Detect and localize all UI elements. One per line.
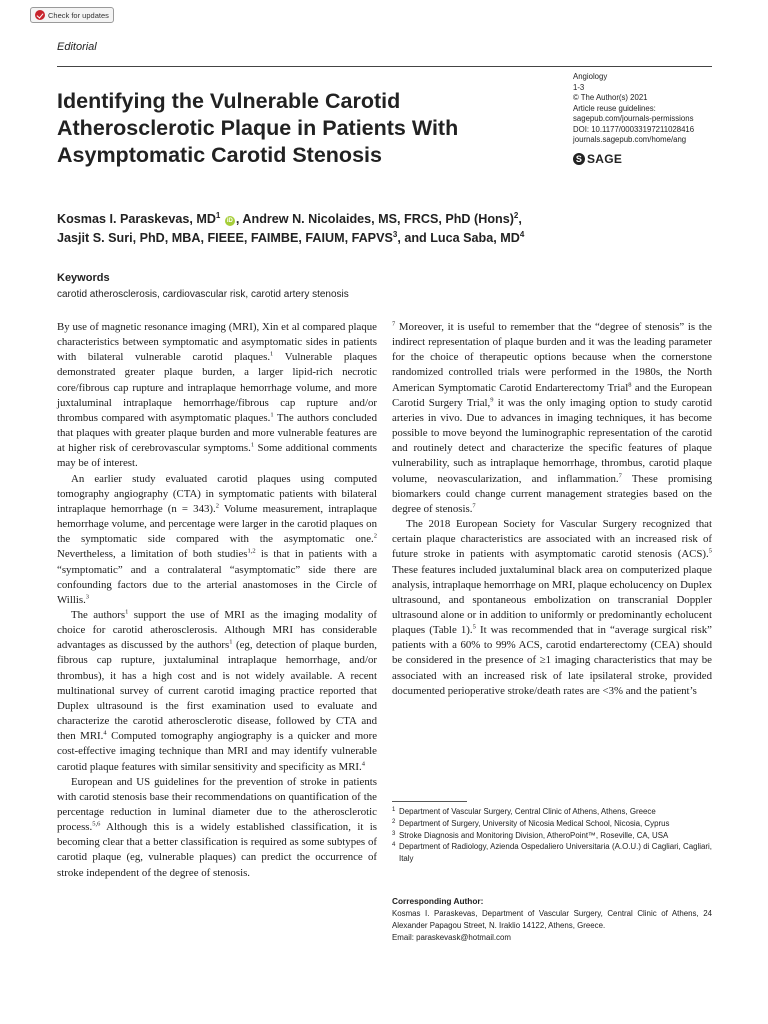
author-separator: , xyxy=(518,212,522,226)
citation[interactable]: 1 xyxy=(229,638,233,646)
article-title: Identifying the Vulnerable Carotid Atherosclerotic Plaque in Patients With Asymptomatic Carotid Stenosis xyxy=(57,89,459,167)
affiliation-item xyxy=(392,830,712,842)
citation[interactable]: 2 xyxy=(215,502,220,510)
check-for-updates-button[interactable] xyxy=(30,7,114,23)
affiliation-text: Department of Vascular Surgery, Central Clinic of Athens, Athens, Greece xyxy=(399,807,656,816)
citation[interactable]: 4 xyxy=(103,729,107,737)
sentence: Moreover, it is useful to remember that the “degree of stenosis” is the indirect representation of plaque burden and it was the leading parameter for the choice of therapeutic options because when the cornerstone randomized controlled trials were performed in the 1980s, the North American Symptomatic Carotid Endarterectomy Trial xyxy=(392,321,712,394)
reuse-label: Article reuse guidelines: xyxy=(573,103,656,113)
check-icon xyxy=(35,10,45,20)
sage-logo xyxy=(573,152,622,166)
affiliation-number: 4 xyxy=(392,842,396,849)
corresponding-author-email[interactable]: Email: paraskevask@hotmail.com xyxy=(392,932,511,942)
sentence: By use of magnetic resonance imaging (MRI), Xin et al compared plaque characteristics between symptomatic and asymptomatic sides in patients with bilateral vulnerable carotid plaques. xyxy=(57,321,377,364)
citation[interactable]: 5 xyxy=(472,623,476,631)
sentence: European and US guidelines for the prevention of stroke in patients with carotid stenosis base their recommendations on quantification of the percentage reduction in luminal diameter due to the atherosclerotic process. xyxy=(57,775,377,834)
footnote-divider xyxy=(392,801,467,802)
citation[interactable]: 1 xyxy=(270,350,274,358)
citation[interactable]: 1 xyxy=(250,441,255,449)
sentence: it was the only imaging option to study carotid arteries in vivo. Due to advances in imaging techniques, it has become possible to move beyond the luminographic representation of the carotid and routinely detect and characterize the specific features of plaque vulnerability, such as intraplaque hemorrhage, thrombus, carotid plaque volume, neovascularization, and inflammation. xyxy=(392,396,712,485)
citation[interactable]: 1 xyxy=(270,411,274,419)
affiliation-number: 1 xyxy=(392,807,396,813)
author-2: , Andrew N. Nicolaides, MS, FRCS, PhD (Hons) xyxy=(235,212,514,226)
citation[interactable]: 7 xyxy=(472,502,476,510)
citation[interactable]: 8 xyxy=(628,381,632,389)
sentence: The authors xyxy=(71,608,126,621)
affiliation-number: 3 xyxy=(392,830,396,837)
citation[interactable]: 4 xyxy=(361,759,366,767)
sentence: It was recommended that in “average surgical risk” patients with a 60% to 99% ACS, carotid endarterectomy (CEA) should be considered in the presence of ≥1 imaging characteristics that may be associated with an increased risk of late ipsilateral stroke, provided documented perioperative stroke/death rates are <3% and the patient’s xyxy=(392,624,712,697)
paragraph xyxy=(57,320,377,472)
affiliation-text: Stroke Diagnosis and Monitoring Division, AtheroPoint™, Roseville, CA, USA xyxy=(399,830,669,840)
keywords-heading: Keywords xyxy=(57,272,110,284)
keywords-list: carotid atherosclerosis, cardiovascular risk, carotid artery stenosis xyxy=(57,289,349,300)
page-range: 1-3 xyxy=(573,82,585,92)
affiliation-item xyxy=(392,806,712,818)
sentence: Vulnerable plaques demonstrated greater plaque burden, a larger lipid-rich necrotic core/fibrous cap rupture and intraplaque hemorrhage volume, and more juxtaluminal intraplaque hemorrhage/fibrous cap rupture and/or thrombus compared with asymptomatic plaques. xyxy=(57,351,377,424)
header-divider xyxy=(57,66,712,67)
citation[interactable]: 5 xyxy=(708,547,712,555)
reuse-link[interactable]: sagepub.com/journals-permissions xyxy=(573,114,694,123)
affiliations xyxy=(392,806,712,865)
citation[interactable]: 1 xyxy=(125,608,129,616)
citation[interactable]: 7 xyxy=(618,471,622,479)
journal-link[interactable]: journals.sagepub.com/home/ang xyxy=(573,135,687,144)
corresponding-author xyxy=(392,896,712,944)
citation[interactable]: 1,2 xyxy=(247,547,256,555)
affiliation-text: Department of Surgery, University of Nicosia Medical School, Nicosia, Cyprus xyxy=(399,818,670,828)
citation[interactable]: 5,6 xyxy=(92,820,101,828)
journal-meta xyxy=(573,72,718,146)
sentence: These promising biomarkers could change current management strategies based on the degree of stenosis. xyxy=(392,472,712,515)
paragraph xyxy=(57,472,377,608)
paragraph-continued xyxy=(392,320,712,517)
sentence: support the use of MRI as the imaging modality of choice for carotid atherosclerosis. Although MRI has considerable advantages as discussed by the authors xyxy=(57,608,378,652)
author-2-affiliation: 2 xyxy=(513,210,519,220)
author-1-affiliation: 1 xyxy=(215,210,221,220)
doi[interactable]: DOI: 10.1177/00033197211028416 xyxy=(573,124,695,134)
affiliation-item xyxy=(392,841,712,865)
sentence: is that in patients with a “symptomatic” and a contralateral “asymptomatic” side there are confounding factors due to the arterial anastomoses in the Circle of Willis. xyxy=(57,548,378,606)
citation[interactable]: 7 xyxy=(392,320,396,328)
sage-s-icon: S xyxy=(573,153,585,165)
author-4-affiliation: 4 xyxy=(519,229,525,239)
check-for-updates-label: Check for updates xyxy=(48,10,109,20)
publisher-name: SAGE xyxy=(587,152,623,166)
sentence: Although this is a widely established classification, it is becoming clear that a better classification is required as some subtypes of carotid plaque (eg, vulnerable plaques) can predict the occurrence of stroke independent of the degree of stenosis. xyxy=(57,821,377,879)
paragraph xyxy=(392,517,712,699)
orcid-icon[interactable]: iD xyxy=(226,218,233,224)
corresponding-author-address: Kosmas I. Paraskevas, Department of Vascular Surgery, Central Clinic of Athens, 24 Alexander Papagou Street, N. Iraklio 14122, Athens, Greece. xyxy=(392,908,712,930)
sentence: The 2018 European Society for Vascular Surgery recognized that certain plaque characteristics are associated with an increased risk of future stroke in patients with asymptomatic carotid stenosis (ACS). xyxy=(392,518,712,561)
sentence: Computed tomography angiography is a quicker and more cost-effective imaging technique than MRI and may identify vulnerable carotid plaque features with similar sensitivity and specificity as MRI. xyxy=(57,730,378,773)
affiliation-item xyxy=(392,818,712,830)
sentence: Nevertheless, a limitation of both studies xyxy=(57,548,248,561)
body-column-left xyxy=(57,320,377,881)
citation[interactable]: 2 xyxy=(373,532,377,540)
author-1: Kosmas I. Paraskevas, MD xyxy=(57,212,216,226)
sentence: (eg, detection of plaque burden, fibrous cap rupture, juxtaluminal intraplaque hemorrhage, and/or thrombus), it has a high cost and is not widely available. A recent multinational survey of current carotid imaging practice reported that Duplex ultrasound is the first examination used to evaluate and characterize the carotid atherosclerotic disease, followed by CTA and then MRI. xyxy=(57,639,377,743)
author-3-affiliation: 3 xyxy=(392,229,398,239)
sentence: An earlier study evaluated carotid plaques using computed tomography angiography (CTA) in symptomatic patients with bilateral intraplaque hemorrhage (n = 343). xyxy=(57,472,377,515)
author-3: Jasjit S. Suri, PhD, MBA, FIEEE, FAIMBE, FAIUM, FAPVS xyxy=(57,230,393,245)
affiliation-text: Department of Radiology, Azienda Ospedaliero Universitaria (A.O.U.) di Cagliari, Cagliari, Italy xyxy=(399,842,712,864)
journal-name: Angiology xyxy=(573,72,608,81)
paragraph xyxy=(57,775,377,881)
corresponding-author-heading: Corresponding Author: xyxy=(392,896,484,906)
sentence: Some additional comments may be of interest. xyxy=(57,442,377,470)
body-column-right xyxy=(392,320,712,699)
affiliation-number: 2 xyxy=(392,818,396,825)
author-list xyxy=(57,210,657,247)
author-4: , and Luca Saba, MD xyxy=(397,230,520,245)
section-label: Editorial xyxy=(57,41,97,53)
sentence: The authors concluded that plaques with greater plaque burden and more vulnerable features are at higher risk of cerebrovascular symptoms. xyxy=(57,411,377,455)
sentence: Volume measurement, intraplaque hemorrhage volume, and percentage were larger in the carotid plaques on the symptomatic side compared with the asymptomatic one. xyxy=(57,502,377,546)
copyright: © The Author(s) 2021 xyxy=(573,93,648,102)
sentence: and the European Carotid Surgery Trial, xyxy=(392,381,712,409)
paragraph xyxy=(57,608,377,775)
citation[interactable]: 9 xyxy=(490,396,494,404)
sentence: These features included juxtaluminal black area on computerized plaque analysis, intraplaque hemorrhage on MRI, plaque echolucency on Duplex ultrasound, and spontaneous embolization on transcranial Doppler ultrasound alone or in addition to uniformly or predominantly echolucent plaques (Table 1). xyxy=(392,563,712,637)
citation[interactable]: 3 xyxy=(85,593,90,601)
